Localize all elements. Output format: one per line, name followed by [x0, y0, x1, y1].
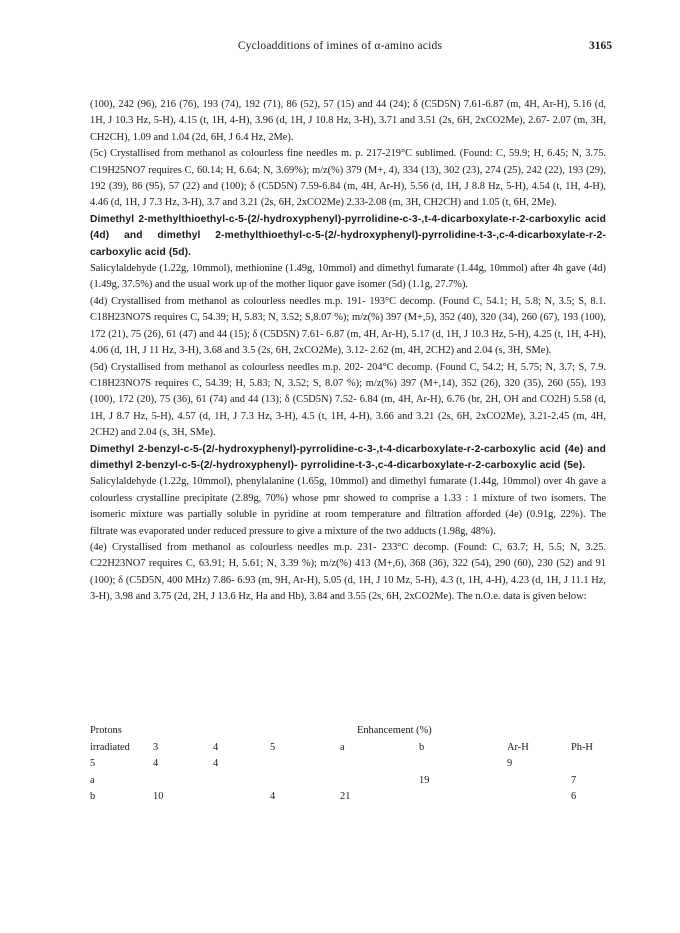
table-cell: 19: [419, 774, 430, 786]
table-cell: 9: [507, 758, 513, 769]
table-cell: 4: [270, 791, 276, 802]
article-body: [90, 97, 606, 606]
table-cell: 4: [153, 758, 159, 769]
enhancement-header: Enhancement (%): [357, 725, 432, 736]
table-row: [90, 791, 610, 808]
paragraph-5c: (5c) Crystallised from methanol as colourless fine needles m. p. 217-219°C sublimed. (Found: C, 59.9; H, 6.45; N, 3.75. C19H25NO7 requires C, 60.14; H, 6.64; N, 3.69%); m/z(%) 379 (M+, 4), 334 (13), 302 (23), 274 (25), 242 (22), 193 (29), 192 (39), 86 (95), 57 (22) and (100); δ (C5D5N) 7.59-6.84 (m, 4H, Ar-H), 5.56 (d, 1H, J 8.8 Hz, 5-H), 4.54 (t, 1H, 4-H), 4.46 (d, 1H, J 7.3 Hz, 3-H), 3.7 and 3.21 (2s, 6H, 2xCO2Me) 2.33-2.08 (m, 3H, CH2CH) and 1.05 (t, 6H, 2Me).: [90, 148, 606, 209]
table-cell: 7: [571, 774, 577, 786]
paragraph-5d: (5d) Crystallised from methanol as colourless needles m.p. 202- 204°C decomp. (Found C, 54.2; H, 5.75; N, 3.7; S, 7.9. C18H23NO7S requires C, 54.39; H, 5.83; N, 3.52; S, 8.07 %); m/z(%) 397 (M+,14), 352 (26), 320 (35), 260 (55), 193 (100), 172 (20), 75 (36), 61 (74) and 44 (13); δ (C5D5N) 7.52- 6.84 (m, 4H, Ar-H), 6.76 (br, 2H, OH and CO2H) 5.58 (d, 1H, J 8.7 Hz, 5-H), 4.57 (d, 1H, J 7.3 Hz, 3-H), 4.5 (t, 1H, 4-H), 3.66 and 3.21 (2s, 6H, 2xCO2Me), 3.21-2.45 (m, 4H, 2CH2) and 2.04 (s, 3H, SMe).: [90, 361, 606, 439]
paragraph-5b-data: (100), 242 (96), 216 (76), 193 (74), 192 (71), 86 (52), 57 (15) and 44 (24); δ (C5D5N) 7.61-6.87 (m, 4H, Ar-H), 5.16 (d, 1H, J 10.3 Hz, 5-H), 4.15 (t, 1H, 4-H), 3.96 (d, 1H, J 10.8 Hz, 3-H), 3.71 and 3.51 (2s, 6H, 2xCO2Me), 2.67- 2.07 (m, 3H, CH2CH), 1.09 and 1.04 (2d, 6H, J 6.4 Hz, 2Me).: [90, 99, 606, 143]
paragraph-procedure-4e-5e: Salicylaldehyde (1.22g, 10mmol), phenylalanine (1.65g, 10mmol) and dimethyl fumarate (1.44g, 10mmol) over 4h gave a colourless crystalline precipitate (2.89g, 70%) whose pmr showed to comprise a 1.33 : 1 mixture of two isomers. The isomeric mixture was partially soluble in pyridine at room temperature and filtration afforded (4e) (0.91g, 22%). The filtrate was evaporated under reduced pressure to give a mixture of the two adducts (1.98g, 48%).: [90, 476, 606, 537]
column-header: Ar-H: [507, 741, 529, 753]
column-header: 3: [153, 741, 159, 753]
noe-header-row-2: [90, 742, 610, 759]
table-cell: 6: [571, 791, 577, 802]
row-label-header: Protons: [90, 725, 122, 736]
row-label: a: [90, 774, 95, 786]
compound-heading-4d-5d: Dimethyl 2-methylthioethyl-c-5-(2/-hydroxyphenyl)-pyrrolidine-c-3-,t-4-dicarboxylate-r-2-carboxylic acid (4d) and dimethyl 2-methylthioethyl-c-5-(2/-hydroxyphenyl)-pyrrolidine-t-3-,c-4-dicarboxylate-r-2-carboxylic acid (5d).: [90, 213, 606, 258]
table-cell: 10: [153, 791, 164, 802]
running-header: [0, 40, 680, 58]
table-row: [90, 775, 610, 792]
page-number: 3165: [589, 40, 612, 52]
column-header: Ph-H: [571, 741, 593, 753]
column-header: 5: [270, 741, 276, 753]
row-label: b: [90, 791, 96, 802]
row-label-header-2: irradiated: [90, 741, 130, 753]
column-header: a: [340, 741, 345, 753]
noe-table: [90, 725, 610, 808]
compound-heading-4e-5e: Dimethyl 2-benzyl-c-5-(2/-hydroxyphenyl)-pyrrolidine-c-3-,t-4-dicarboxylate-r-2-carboxylic acid (4e) and dimethyl 2-benzyl-c-5-(2/-hydroxyphenyl)- pyrrolidine-t-3-,c-4-dicarboxylate-r-2-carboxylic acid (5e).: [90, 443, 606, 471]
paragraph-4d: (4d) Crystallised from methanol as colourless needles m.p. 191- 193°C decomp. (Found C, 54.1; H, 5.8; N, 3.5; S, 8.1. C18H23NO7S requires C, 54.39; H, 5.83; N, 3.52; S,8.07 %); m/z(%) 397 (M+,5), 352 (40), 320 (34), 260 (67), 193 (100), 172 (21), 75 (26), 61 (47) and 44 (15); δ (C5D5N) 7.61- 6.87 (m, 4H, Ar-H), 5.17 (d, 1H, J 10.3 Hz, 5-H), 4.25 (t, 1H, 4-H), 4.06 (d, 1H, J 11 Hz, 3-H), 3.68 and 3.5 (2s, 6H, 2xCO2Me), 3.12- 2.62 (m, 4H, 2CH2) and 2.04 (s, 3H, SMe).: [90, 295, 606, 357]
paragraph-procedure-4d-5d: Salicylaldehyde (1.22g, 10mmol), methionine (1.49g, 10mmol) and dimethyl fumarate (1.44g, 10mmol) after 4h gave (4d) (1.49g, 37.5%) and the usual work up of the mother liquor gave isomer (5d) (1.1g, 27.7%).: [90, 263, 606, 291]
column-header: b: [419, 741, 425, 753]
running-title: Cycloadditions of imines of α-amino acids: [237, 40, 443, 52]
column-header: 4: [213, 741, 219, 753]
table-row: [90, 758, 610, 775]
row-label: 5: [90, 758, 96, 769]
noe-header-row-1: [90, 725, 610, 742]
table-cell: 21: [340, 791, 351, 802]
paragraph-4e: (4e) Crystallised from methanol as colourless needles m.p. 231- 233°C decomp. (Found: C, 63.7; H, 5.5; N, 3.25. C22H23NO7 requires C, 63.91; H, 5.61; N, 3.39 %); m/z(%) 413 (M+,6), 368 (36), 322 (54), 290 (60), 230 (52) and 91 (100); δ (C5D5N, 400 MHz) 7.86- 6.93 (m, 9H, Ar-H), 5.05 (d, 1H, J 10 Mz, 5-H), 4.3 (t, 1H, 4-H), 4.23 (d, 1H, J 11.1 Hz, 3-H), 3.98 and 3.75 (2d, 2H, J 13.6 Hz, Ha and Hb), 3.84 and 3.55 (2s, 6H, 2xCO2Me). The n.O.e. data is given below:: [90, 541, 606, 603]
table-cell: 4: [213, 758, 219, 769]
